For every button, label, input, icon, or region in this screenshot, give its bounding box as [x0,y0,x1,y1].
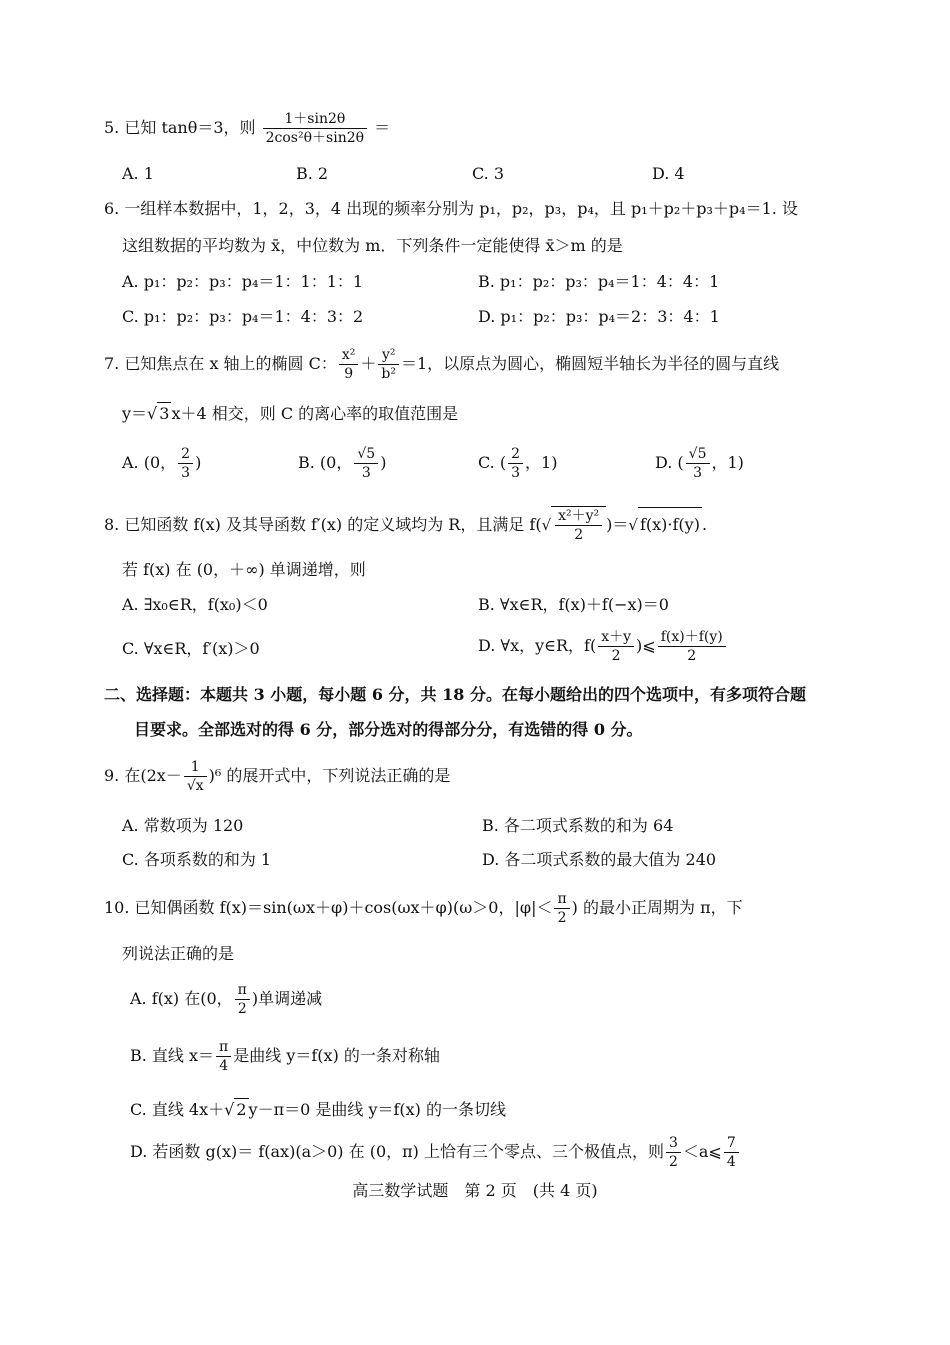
q9-frac-den: √x [186,778,204,794]
q5-option-b: B. 2 [296,164,329,183]
q7-optA-frac [178,445,193,482]
q10-optB-b: 是曲线 y＝f(x) 的一条对称轴 [233,1046,440,1065]
q8-optD-d1: 2 [611,648,621,664]
q9-option-a: A. 常数项为 120 [122,816,244,835]
q10-optA-frac [235,981,250,1018]
q7-optD-frac [686,445,710,482]
q8-stem [104,506,707,544]
q10-text-a: 10. 已知偶函数 f(x)＝sin(ωx＋φ)＋cos(ωx＋φ)(ω＞0，|φ|＜ [104,898,553,917]
q6-line2: 这组数据的平均数为 x̄，中位数为 m．下列条件一定能使得 x̄＞m 的是 [122,236,623,255]
q8-optD-a: D. ∀x，y∈R，f( [478,636,597,655]
q8-frac [555,507,602,544]
q10-frac-den: 2 [557,910,567,926]
sqrt-icon: √ [628,516,638,534]
q10-frac [554,890,569,927]
q10-text-b: ) 的最小正周期为 π，下 [571,898,743,917]
q10-optA-b: )单调递减 [251,989,323,1008]
q7-optC-num: 2 [508,445,523,464]
q8-optD-frac1 [598,628,634,665]
q5-frac-den: 2cos²θ＋sin2θ [265,130,365,146]
q7-frac-y-den: b² [381,366,396,382]
q8-optD-d2: 2 [687,648,697,664]
sqrt-icon: √ [541,516,552,534]
q5-fraction [263,110,367,147]
q7-frac-x-den: 9 [344,366,354,382]
q7-optC-den: 3 [511,465,521,481]
q10-stem [104,890,743,927]
q5-text: 5. 已知 tanθ＝3，则 [104,118,256,137]
q10-optA-num: π [235,981,250,1000]
q7-text-b: ＝1，以原点为圆心，椭圆短半轴长为半径的圆与直线 [401,354,780,373]
q10-option-c: C. 直线 4x＋√ 2 y－π＝0 是曲线 y＝f(x) 的一条切线 [130,1100,506,1119]
q7-stem [104,346,779,383]
q9-frac-num: 1 [184,758,207,777]
q7-optC-frac [508,445,523,482]
q7-optA-num: 2 [178,445,193,464]
q5-option-a: A. 1 [122,164,154,183]
q10-optD-frac1 [666,1134,681,1171]
q10-optC-a: C. 直线 4x＋ [130,1100,225,1119]
q9-frac [184,758,207,795]
q7-frac-y [378,346,399,383]
q8-frac-num: x²＋y² [555,507,602,526]
q7-plus: ＋ [360,354,377,373]
q8-text-a: 8. 已知函数 f(x) 及其导函数 f′(x) 的定义域均为 R，且满足 f( [104,515,542,534]
q10-optD-b: ＜a⩽ [682,1142,722,1161]
q7-optD-den: 3 [693,465,703,481]
q10-optD-n1: 3 [666,1134,681,1153]
q7-optA-a: A. (0， [122,453,177,472]
q10-option-b [130,1038,440,1075]
q10-optD-n2: 7 [724,1134,739,1153]
q10-optD-d1: 2 [668,1154,678,1170]
q8-text-b: )＝ [606,515,629,534]
page-footer: 高三数学试题 第 2 页 (共 4 页) [352,1181,598,1200]
q9-stem [104,758,450,795]
q7-frac-x-num: x² [339,346,359,365]
q7-optA-den: 3 [181,465,191,481]
q9-option-b: B. 各二项式系数的和为 64 [482,816,674,835]
q7-optC-a: C. ( [478,453,507,472]
q8-frac-den: 2 [574,527,584,543]
q7-optD-a: D. ( [655,453,684,472]
q10-option-d [130,1134,741,1171]
q10-optC-b: y－π＝0 是曲线 y＝f(x) 的一条切线 [248,1100,506,1119]
q10-optB-den: 4 [219,1058,229,1074]
q7-line2-b: x＋4 相交，则 C 的离心率的取值范围是 [171,404,459,423]
q5-frac-num: 1＋sin2θ [263,110,367,129]
q7-text-a: 7. 已知焦点在 x 轴上的椭圆 C： [104,354,337,373]
q6-option-a: A. p₁：p₂：p₃：p₄＝1：1：1：1 [122,272,364,291]
q10-optB-a: B. 直线 x＝ [130,1046,215,1065]
q10-optD-d2: 4 [726,1154,736,1170]
q10-optD-a: D. 若函数 g(x)＝ f(ax)(a＞0) 在 (0，π) 上恰有三个零点、三个极值点，则 [130,1142,664,1161]
section2-line2: 目要求。全部选对的得 6 分，部分选对的得部分分，有选错的得 0 分。 [134,720,643,739]
q9-option-c: C. 各项系数的和为 1 [122,850,272,869]
q6-line1: 6. 一组样本数据中，1，2，3，4 出现的频率分别为 p₁，p₂，p₃，p₄，且 p₁＋p₂＋p₃＋p₄＝1. 设 [104,199,798,218]
q8-optD-n1: x＋y [598,628,634,647]
q8-radicand [551,506,606,544]
q10-optB-num: π [216,1038,231,1057]
q7-optB-b: ) [380,453,387,472]
q9-text-a: 9. 在(2x－ [104,766,182,785]
q7-line2: y＝√ 3 x＋4 相交，则 C 的离心率的取值范围是 [122,404,459,423]
q8-optD-b: )⩽ [636,636,656,655]
q5-stem [104,110,390,147]
q6-option-d: D. p₁：p₂：p₃：p₄＝2：3：4：1 [478,307,720,326]
q9-text-b: )⁶ 的展开式中，下列说法正确的是 [208,766,451,785]
q8-radicand2: f(x)·f(y) [638,507,702,542]
section2-line1: 二、选择题：本题共 3 小题，每小题 6 分，共 18 分。在每小题给出的四个选项中，有多项符合题 [104,685,806,704]
q10-optD-frac2 [724,1134,739,1171]
q7-optB-frac [354,445,378,482]
q10-optB-frac [216,1038,231,1075]
q7-frac-y-num: y² [378,346,399,365]
q8-optD-frac2 [658,628,726,665]
q8-option-a: A. ∃x₀∈R，f(x₀)＜0 [122,595,268,614]
q10-frac-num: π [554,890,569,909]
q7-line2-rad: 3 [159,404,170,423]
q8-option-c: C. ∀x∈R，f′(x)＞0 [122,639,260,658]
q5-option-c: C. 3 [472,164,505,183]
q7-option-b [298,445,386,482]
q8-line2: 若 f(x) 在 (0，＋∞) 单调递增，则 [122,560,366,579]
q7-optB-den: 3 [361,465,371,481]
q8-text-c: . [701,515,708,534]
q7-optA-b: ) [195,453,202,472]
q7-option-a [122,445,201,482]
q5-option-d: D. 4 [652,164,685,183]
q6-option-b: B. p₁：p₂：p₃：p₄＝1：4：4：1 [478,272,720,291]
q7-optC-b: ，1) [525,453,558,472]
q8-option-d [478,628,728,665]
q9-option-d: D. 各二项式系数的最大值为 240 [482,850,717,869]
q7-optD-num: √5 [686,445,710,464]
q8-option-b: B. ∀x∈R，f(x)＋f(−x)＝0 [478,595,669,614]
q8-optD-n2: f(x)＋f(y) [658,628,726,647]
q10-option-a [130,981,322,1018]
q10-optA-a: A. f(x) 在(0， [130,989,233,1008]
q7-option-c [478,445,557,482]
q7-optD-b: ，1) [711,453,744,472]
q5-tail: ＝ [374,118,391,137]
q6-option-c: C. p₁：p₂：p₃：p₄＝1：4：3：2 [122,307,364,326]
q7-frac-x [339,346,359,383]
q7-optB-num: √5 [354,445,378,464]
q7-option-d [655,445,744,482]
q10-line2: 列说法正确的是 [122,944,235,963]
q7-line2-a: y＝ [122,404,148,423]
q10-optA-den: 2 [237,1001,247,1017]
q7-optB-a: B. (0， [298,453,353,472]
q10-optC-rad: 2 [236,1100,247,1119]
